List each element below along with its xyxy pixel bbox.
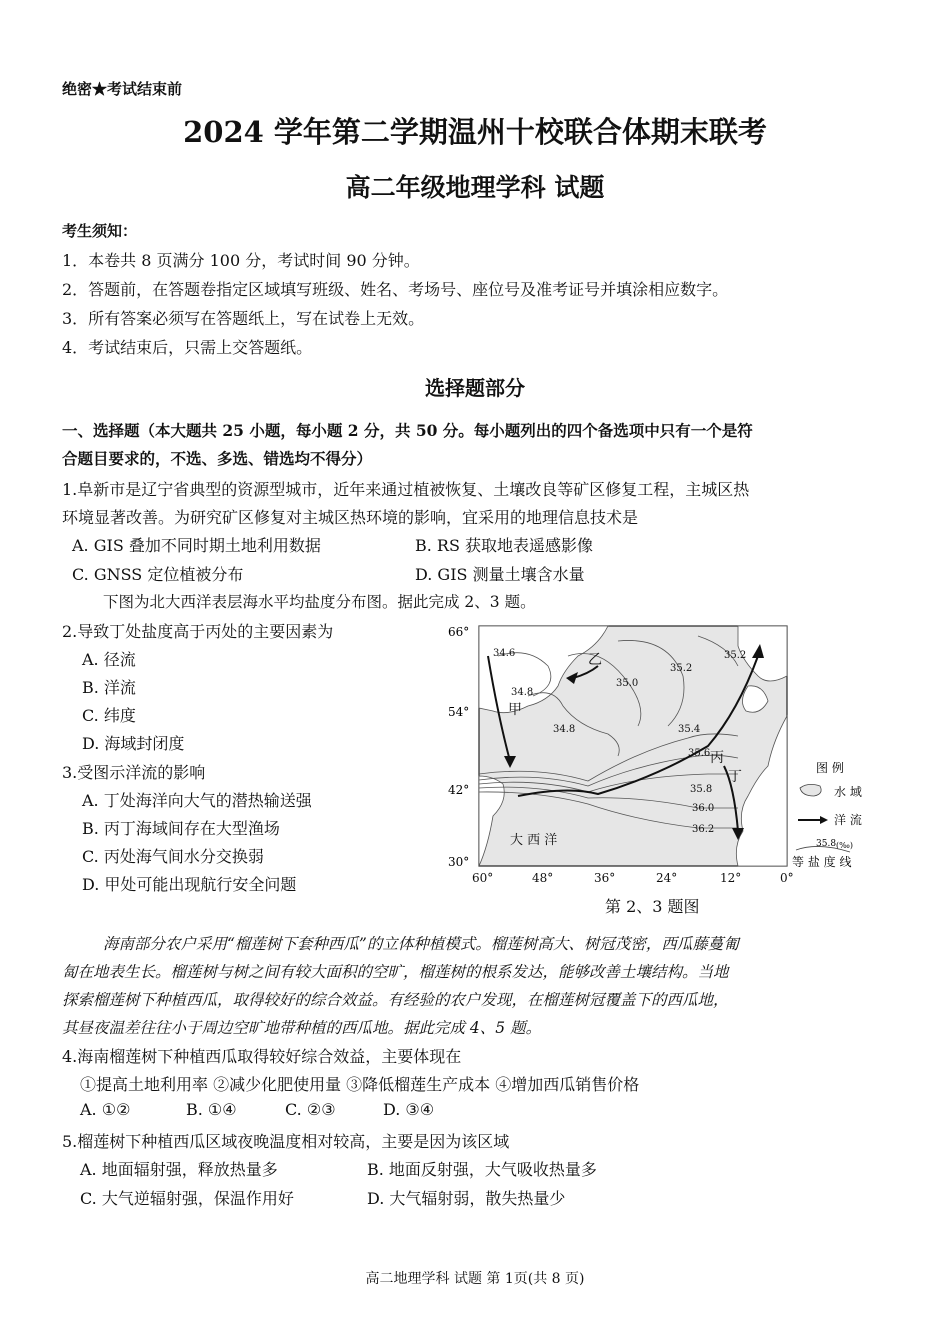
- q2-option-c: C. 纬度: [82, 706, 136, 725]
- lon-label: 0°: [780, 871, 794, 885]
- q3-option-c: C. 丙处海气间水分交换弱: [82, 847, 264, 866]
- label-ding: 丁: [728, 769, 742, 785]
- notice-heading: 考生须知：: [62, 222, 138, 240]
- q23-intro: 下图为北大西洋表层海水平均盐度分布图。据此完成 2、3 题。: [103, 593, 536, 611]
- q1-stem-cont: 环境显著改善。为研究矿区修复对主城区热环境的影响，宜采用的地理信息技术是: [62, 508, 639, 527]
- isohaline-label: 35.2: [670, 663, 693, 674]
- legend-current: 洋 流: [834, 813, 862, 827]
- isohaline-label: 34.6: [493, 648, 516, 659]
- legend-water: 水 域: [834, 785, 862, 799]
- legend-title: 图 例: [816, 761, 844, 775]
- q1-stem: 1.阜新市是辽宁省典型的资源型城市，近年来通过植被恢复、土壤改良等矿区修复工程，主城区热: [62, 480, 750, 499]
- notice-item: 3．所有答案必须写在答题纸上，写在试卷上无效。: [62, 309, 425, 328]
- lat-label: 54°: [448, 705, 470, 719]
- notice-item: 1．本卷共 8 页满分 100 分，考试时间 90 分钟。: [62, 251, 420, 270]
- exam-title: 2024 学年第二学期温州十校联合体期末联考: [183, 115, 767, 149]
- label-atlantic: 大 西 洋: [510, 833, 558, 848]
- lat-label: 30°: [448, 855, 470, 869]
- q5-option-c: C. 大气逆辐射强，保温作用好: [80, 1189, 294, 1208]
- q5-stem: 5.榴莲树下种植西瓜区域夜晚温度相对较高，主要是因为该区域: [62, 1132, 510, 1151]
- q4-option-c: C. ②③: [285, 1100, 336, 1119]
- q2-option-d: D. 海域封闭度: [82, 734, 185, 753]
- q3-option-d: D. 甲处可能出现航行安全问题: [82, 875, 297, 894]
- q1-option-b: B. RS 获取地表遥感影像: [415, 536, 594, 555]
- legend-unit: (‰): [836, 841, 853, 850]
- isohaline-label: 35.6: [688, 748, 711, 759]
- legend-isohaline: 等 盐 度 线: [792, 855, 852, 869]
- q3-option-b: B. 丙丁海域间存在大型渔场: [82, 819, 280, 838]
- isohaline-label: 35.8: [690, 784, 713, 795]
- q3-option-a: A. 丁处海洋向大气的潜热输送强: [82, 791, 312, 810]
- lon-labels: [472, 871, 794, 885]
- q5-option-a: A. 地面辐射强，释放热量多: [80, 1160, 278, 1179]
- isohaline-label: 36.2: [692, 824, 715, 835]
- legend-water-swatch: [800, 784, 821, 796]
- q5-option-b: B. 地面反射强，大气吸收热量多: [367, 1160, 597, 1179]
- q1-option-d: D. GIS 测量土壤含水量: [415, 565, 585, 584]
- q1-option-a: A. GIS 叠加不同时期土地利用数据: [72, 536, 321, 555]
- q1-option-c: C. GNSS 定位植被分布: [72, 565, 244, 584]
- isohaline-label: 35.4: [678, 724, 701, 735]
- q4-option-b: B. ①④: [186, 1100, 237, 1119]
- q45-passage-cont: 匐在地表生长。榴莲树与树之间有较大面积的空旷，榴莲树的根系发达，能够改善土壤结构。当地: [62, 963, 729, 981]
- lon-label: 60°: [472, 871, 494, 885]
- isohaline-label: 36.0: [692, 803, 715, 814]
- q2-option-a: A. 径流: [82, 650, 136, 669]
- label-jia: 甲: [508, 702, 522, 718]
- q45-passage: 海南部分农户采用“榴莲树下套种西瓜”的立体种植模式。榴莲树高大、树冠茂密，西瓜藤蔓匍: [103, 935, 739, 953]
- q4-stem: 4.海南榴莲树下种植西瓜取得较好综合效益，主要体现在: [62, 1047, 462, 1066]
- salinity-map: [438, 616, 878, 896]
- q3-stem: 3.受图示洋流的影响: [62, 763, 206, 782]
- part1-instructions-cont: 合题目要求的，不选、多选、错选均不得分）: [62, 449, 373, 468]
- q45-passage-cont: 探索榴莲树下种植西瓜，取得较好的综合效益。有经验的农户发现，在榴莲树冠覆盖下的西瓜地，: [62, 991, 729, 1009]
- q4-option-d: D. ③④: [383, 1100, 435, 1119]
- section-title: 选择题部分: [425, 376, 525, 400]
- label-bing: 丙: [710, 750, 724, 766]
- q4-option-a: A. ①②: [80, 1100, 131, 1119]
- q2-stem: 2.导致丁处盐度高于丙处的主要因素为: [62, 622, 334, 641]
- lon-label: 24°: [656, 871, 678, 885]
- isohaline-label: 35.0: [616, 678, 639, 689]
- q2-option-b: B. 洋流: [82, 678, 136, 697]
- lat-label: 42°: [448, 783, 470, 797]
- exam-subtitle: 高二年级地理学科 试题: [345, 173, 605, 202]
- lon-label: 36°: [594, 871, 616, 885]
- q5-option-d: D. 大气辐射弱，散失热量少: [367, 1189, 566, 1208]
- page-footer: 高二地理学科 试题 第 1页(共 8 页): [365, 1271, 585, 1287]
- notice-item: 4．考试结束后，只需上交答题纸。: [62, 338, 313, 357]
- part1-instructions: 一、选择题（本大题共 25 小题，每小题 2 分，共 50 分。每小题列出的四个备选项中只有一个是符: [62, 421, 753, 440]
- legend-sample-value: 35.8: [816, 839, 837, 849]
- notice-item: 2．答题前，在答题卷指定区域填写班级、姓名、考场号、座位号及准考证号并填涂相应数字。: [62, 280, 729, 299]
- isohaline-label: 35.2: [724, 650, 747, 661]
- salinity-map-figure: [438, 616, 878, 896]
- isohaline-label: 34.8: [553, 724, 576, 735]
- figure-caption: 第 2、3 题图: [605, 897, 700, 916]
- q45-passage-cont: 其昼夜温差往往小于周边空旷地带种植的西瓜地。据此完成 4、5 题。: [62, 1019, 542, 1037]
- map-legend: [792, 760, 862, 869]
- lon-label: 12°: [720, 871, 742, 885]
- lon-label: 48°: [532, 871, 554, 885]
- label-yi: 乙: [588, 652, 602, 668]
- confidential-label: 绝密★考试结束前: [62, 80, 183, 98]
- arrowhead: [820, 816, 828, 824]
- lat-label: 66°: [448, 625, 470, 639]
- isohaline-label: 34.8: [511, 687, 534, 698]
- q4-items: ①提高土地利用率 ②减少化肥使用量 ③降低榴莲生产成本 ④增加西瓜销售价格: [80, 1075, 640, 1094]
